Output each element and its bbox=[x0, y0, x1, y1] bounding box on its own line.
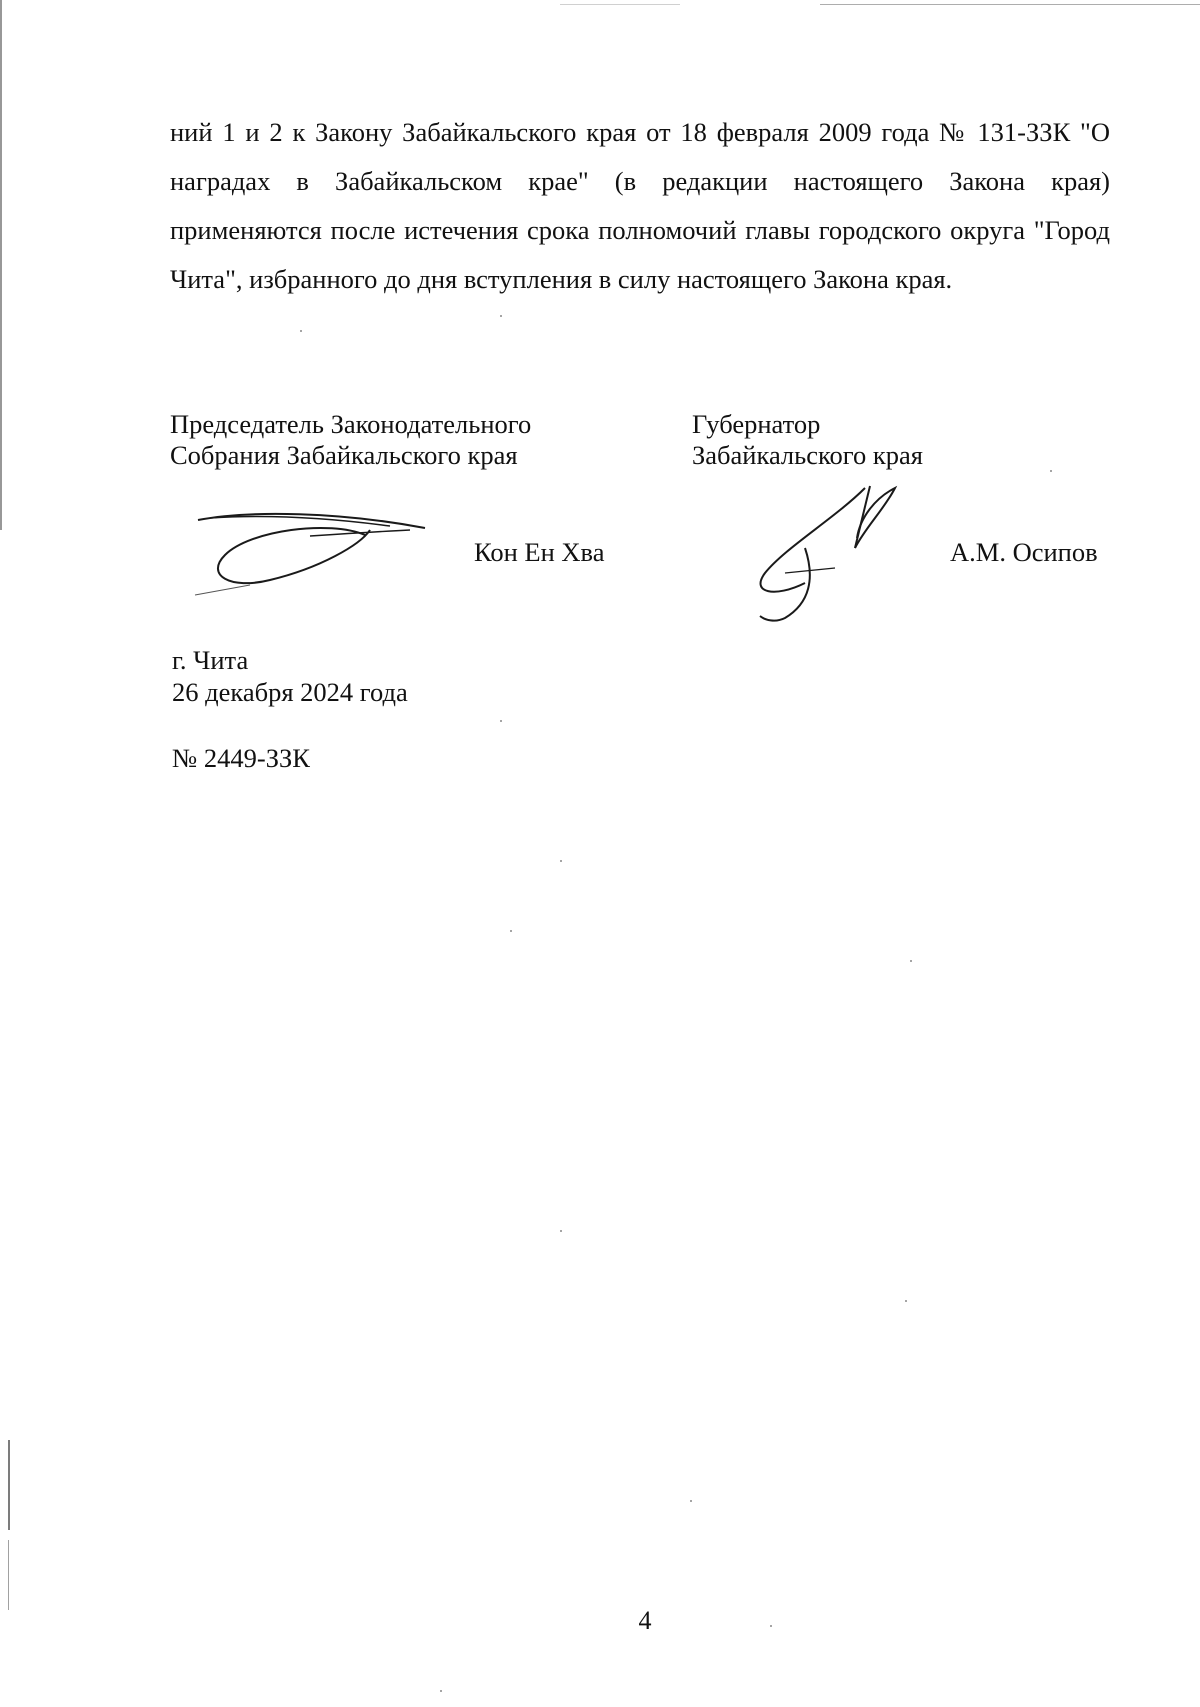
scan-speck bbox=[500, 720, 502, 722]
scan-speck bbox=[440, 1690, 442, 1692]
scan-speck bbox=[905, 1300, 907, 1302]
place-and-date bbox=[172, 644, 408, 708]
left-signature bbox=[190, 500, 430, 610]
left-title-line2: Собрания Забайкальского края bbox=[170, 440, 518, 470]
page-number: 4 bbox=[638, 1606, 652, 1635]
scan-speck bbox=[910, 960, 912, 962]
place: г. Чита bbox=[172, 645, 249, 675]
left-title-line1: Председатель Законодательного bbox=[170, 409, 532, 439]
right-signatory-name: А.М. Осипов bbox=[950, 537, 1098, 567]
scan-speck bbox=[500, 315, 502, 317]
date: 26 декабря 2024 года bbox=[172, 677, 408, 707]
scan-speck bbox=[300, 330, 302, 332]
scan-top-line bbox=[820, 4, 1200, 5]
scan-left-edge-bottom bbox=[8, 1440, 10, 1530]
scan-speck bbox=[510, 930, 512, 932]
body-paragraph bbox=[170, 108, 1110, 304]
law-number: № 2449-ЗЗК bbox=[172, 743, 310, 773]
scan-speck bbox=[560, 860, 562, 862]
left-signatory-name: Кон Ен Хва bbox=[474, 537, 605, 567]
right-title-line2: Забайкальского края bbox=[692, 440, 923, 470]
scan-speck bbox=[770, 1625, 772, 1627]
right-title-line1: Губернатор bbox=[692, 409, 821, 439]
scan-speck bbox=[1050, 470, 1052, 472]
scan-left-edge-top bbox=[0, 0, 2, 530]
right-signatory-title bbox=[692, 409, 923, 471]
left-signatory-title bbox=[170, 409, 531, 471]
scan-speck bbox=[690, 1500, 692, 1502]
scan-top-dots bbox=[560, 4, 680, 5]
scan-left-edge-mark bbox=[8, 1540, 9, 1610]
right-signature bbox=[745, 478, 925, 628]
paragraph-text: ний 1 и 2 к Закону Забайкальского края от 18 февраля 2009 года № 131-ЗЗК "О наградах в Забайкальском крае" (в редакции настоящего Закона края) применяются после истечения срока полномочий главы городского округа "Город Чита", избранного до дня вступления в силу настоящего Закона края. bbox=[170, 117, 1110, 294]
scan-speck bbox=[560, 1230, 562, 1232]
